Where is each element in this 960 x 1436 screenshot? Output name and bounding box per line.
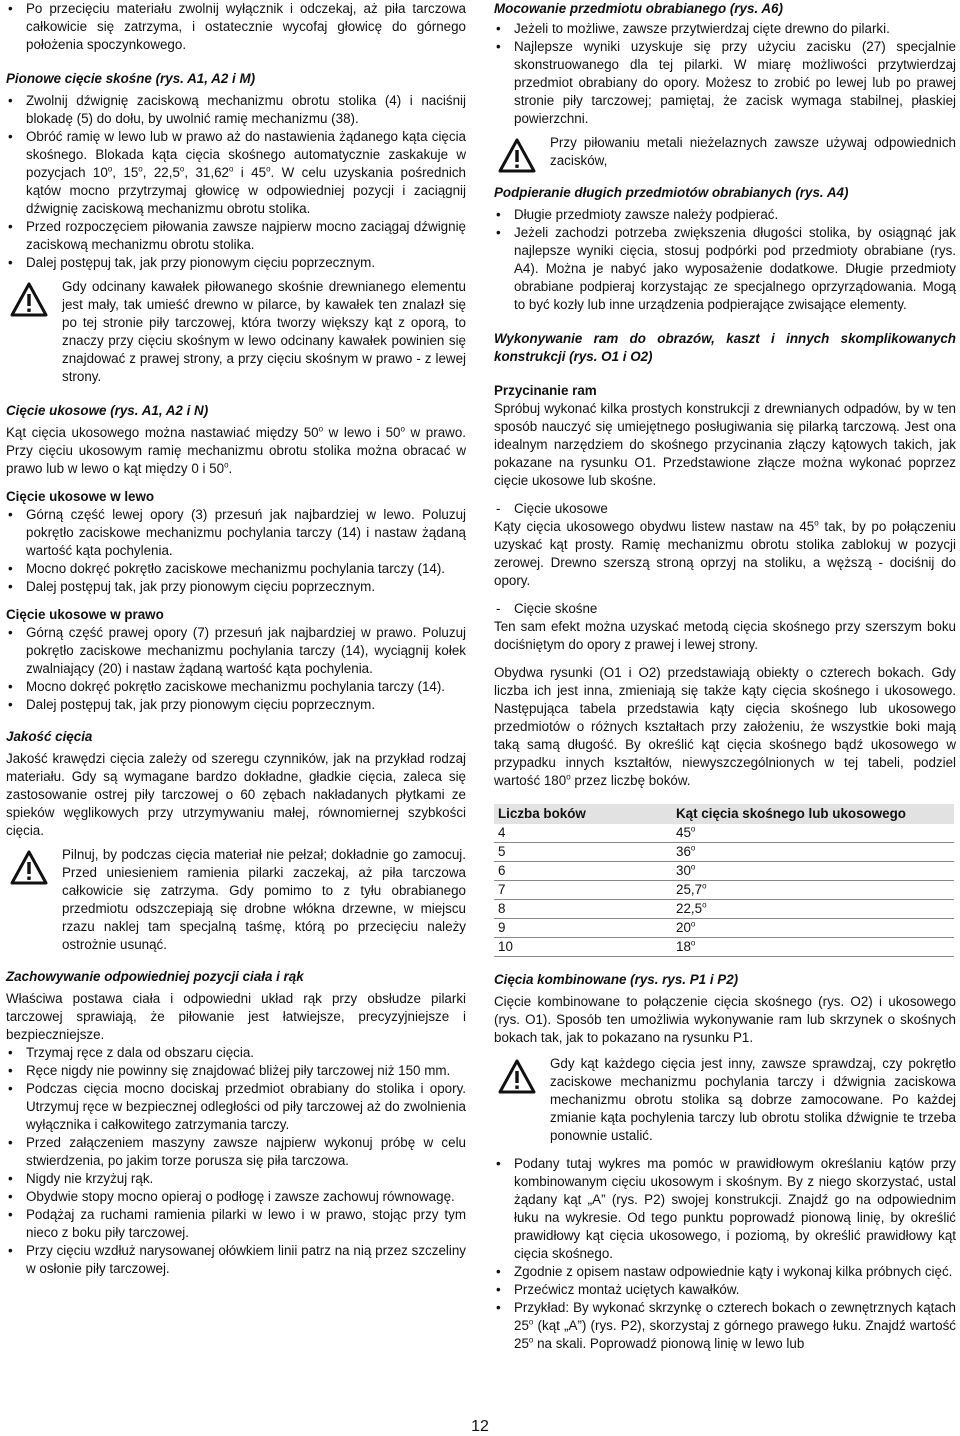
angle-cell: 18$^o$ xyxy=(672,938,954,957)
warning-non-ferrous xyxy=(494,134,956,174)
long-workpiece-heading: Podpieranie długich przedmiotów obrabianych (rys. A4) xyxy=(494,185,849,200)
angle-cell: 22,5$^o$ xyxy=(672,900,954,919)
miter-left-step-1: • Górną część lewej opory (3) przesuń jak najbardziej w lewo. Poluzuj pokrętło zaciskowe mechanizmu pochylania tarczy (14) i nastaw żądaną wartość kąta pochylenia. xyxy=(6,506,466,560)
warning-icon xyxy=(10,850,48,886)
posture-item: • Nigdy nie krzyżuj rąk. xyxy=(6,1170,466,1188)
table-header-row xyxy=(494,804,954,824)
angle-cell: 25,7$^o$ xyxy=(672,881,954,900)
vertical-bevel-step-4: • Dalej postępuj tak, jak przy pionowym cięciu poprzecznym. xyxy=(6,254,466,272)
combined-paragraph: Cięcie kombinowane to połączenie cięcia skośnego (rys. O2) i ukosowego (rys. O1). Sposób ten umożliwia wykonywanie ram lub skrzynek o skośnych bokach tak, jak to pokazano na rysunku P1. xyxy=(494,994,956,1045)
page-number: 12 xyxy=(471,1418,489,1435)
long-step-1: • Długie przedmioty zawsze należy podpierać. xyxy=(494,206,956,224)
table-header-angle: Kąt cięcia skośnego lub ukosowego xyxy=(672,804,954,824)
miter-left-step-2: • Mocno dokręć pokrętło zaciskowe mechanizmu pochylania tarczy (14). xyxy=(6,560,466,578)
miter-left-step-3: • Dalej postępuj tak, jak przy pionowym cięciu poprzecznym. xyxy=(6,578,466,596)
warning-text: Pilnuj, by podczas cięcia materiał nie pełzał; dokładnie go zamocuj. Przed uniesieniem ramienia pilarki zaczekaj, aż piła tarczowa całkowicie się zatrzyma. Gdy pomimo to z tyłu obrabianego przedmiotu odszczepiają się drobne włókna drzewne, w miejscu rzazu naklej tam specjalną taśmę, którą po przecięciu należy ostrożnie usunąć. xyxy=(62,847,466,952)
sides-cell: 5 xyxy=(494,843,672,862)
posture-item: • Przy cięciu wzdłuż narysowanej ołówkiem linii patrz na nią przez szczeliny w osłonie piły tarczowej. xyxy=(6,1242,466,1278)
warning-text: Gdy odcinany kawałek piłowanego skośnie drewnianego elementu jest mały, tak umieść drewno w pilarce, by kawałek ten znalazł się po tej stronie piły tarczowej, która tworzy większy kąt z oporą, to znaczy przy cięciu skośnym w lewo odcinany kawałek powinien się znajdować z prawej strony, a przy cięciu skośnym w prawo - z lewej strony. xyxy=(62,279,466,384)
sides-cell: 4 xyxy=(494,824,672,843)
left-column xyxy=(6,0,466,1278)
miter-cut-label: - Cięcie ukosowe xyxy=(494,500,956,518)
miter-paragraph: Kąt cięcia ukosowego można nastawiać między 50$^o$ w lewo i 50$^o$ w prawo. Przy cięciu ukosowym ramię mechanizmu obrotu stolika można obracać w prawo lub w lewo o kąt między 0 i 50$^o$. xyxy=(6,424,466,476)
miter-right-heading: Cięcie ukosowe w prawo xyxy=(6,607,164,622)
angle-cell: 30$^o$ xyxy=(672,862,954,881)
warning-small-offcut xyxy=(6,278,466,386)
miter-left-heading: Cięcie ukosowe w lewo xyxy=(6,489,155,504)
miter-right-step-3: • Dalej postępuj tak, jak przy pionowym cięciu poprzecznym. xyxy=(6,696,466,714)
fixing-step-1: • Jeżeli to możliwe, zawsze przytwierdzaj cięte drewno do pilarki. xyxy=(494,20,956,38)
angles-table xyxy=(494,804,954,957)
sides-cell: 8 xyxy=(494,900,672,919)
miter-cut-paragraph: Kąty cięcia ukosowego obydwu listew nastaw na 45$^o$ tak, by po połączeniu uzyskać kąt prosty. Ramię mechanizmu obrotu stolika zablokuj w pozycji zerowej. Drewno szerszą stroną oprzyj na stoliku, a węższą - dociśnij do opory. xyxy=(494,518,957,588)
warning-recheck-locks xyxy=(494,1055,956,1145)
quality-paragraph: Jakość krawędzi cięcia zależy od szeregu czynników, jak na przykład rodzaj materiału. Gdy są wymagane bardzo dokładne, gładkie cięcia, zaleca się zastosowanie ostrej piły tarczowej o 60 zębach nakładanych płytkami ze spieków węglikowych przy utrzymywaniu małej, równomiernej szybkości cięcia. xyxy=(6,751,466,838)
quality-heading: Jakość cięcia xyxy=(6,729,93,744)
vertical-bevel-step-3: • Przed rozpoczęciem piłowania zawsze najpierw mocno zaciągaj dźwignię zaciskową mechanizmu obrotu stolika. xyxy=(6,218,466,254)
vertical-bevel-step-2: • Obróć ramię w lewo lub w prawo aż do nastawienia żądanego kąta cięcia skośnego. Blokada kąta cięcia skośnego automatycznie zaskakuje w pozycjach 10$^o$, 15$^o$, 22,5$^o$, 31,62$^o$ i 45$^o$. W celu uzyskania pośrednich kątów mocno przytrzymaj głowicę w odpowiedniej pozycji i zaciągnij dźwignię zaciskową mechanizmu obrotu stolika. xyxy=(6,128,466,218)
warning-icon xyxy=(10,282,48,318)
table-row xyxy=(494,900,954,919)
posture-item: • Podczas cięcia mocno dociskaj przedmiot obrabiany do stolika i opory. Utrzymuj ręce w bezpiecznej odległości od piły tarczowej aż do zwolnienia wyłącznika i całkowitego zatrzymania tarczy. xyxy=(6,1080,466,1134)
table-row xyxy=(494,881,954,900)
warning-text: Gdy kąt każdego cięcia jest inny, zawsze sprawdzaj, czy pokrętło zaciskowe mechanizmu pochylania tarczy i dźwignia zaciskowa mechanizmu obrotu stolika są dobrze zamocowane. Po każdej zmianie kąta pochylenia tarczy lub obrotu stolika dźwignie te trzeba ponownie ustalić. xyxy=(550,1056,956,1143)
miter-right-step-2: • Mocno dokręć pokrętło zaciskowe mechanizmu pochylania tarczy (14). xyxy=(6,678,466,696)
warning-icon xyxy=(498,138,536,174)
angle-cell: 45$^o$ xyxy=(672,824,954,843)
angle-cell: 20$^o$ xyxy=(672,919,954,938)
combined-step-2: • Zgodnie z opisem nastaw odpowiednie kąty i wykonaj kilka próbnych cięć. xyxy=(494,1263,956,1281)
warning-text: Przy piłowaniu metali nieżelaznych zawsze używaj odpowiednich zacisków, xyxy=(550,135,956,168)
intro-bullet: • Po przecięciu materiału zwolnij wyłącznik i odczekaj, aż piła tarczowa całkowicie się zatrzyma, i ostatecznie wycofaj głowicę do górnego położenia spoczynkowego. xyxy=(6,0,466,54)
posture-item: • Podążaj za ruchami ramienia pilarki w lewo i w prawo, stojąc przy tym nieco z boku piły tarczowej. xyxy=(6,1206,466,1242)
posture-item: • Obydwie stopy mocno opieraj o podłogę i zawsze zachowuj równowagę. xyxy=(6,1188,466,1206)
sides-cell: 10 xyxy=(494,938,672,957)
right-column xyxy=(494,0,956,1353)
sides-cell: 7 xyxy=(494,881,672,900)
trial-paragraph: Spróbuj wykonać kilka prostych konstrukcji z drewnianych odpadów, by w ten sposób nauczyć się umiejętnego posługiwania się pilarką tarczową. Jest ona idealnym narzędziem do skośnego przycinania złączy kątowych takich, jak pokazane na rysunku O1. Przedstawione złącze można wykonać poprzez cięcie ukosowe lub skośne. xyxy=(494,401,956,488)
angle-cell: 36$^o$ xyxy=(672,843,954,862)
combined-step-1: • Podany tutaj wykres ma pomóc w prawidłowym określaniu kątów przy kombinowanym cięciu ukosowym i skośnym. By z niego skorzystać, ustal żądany kąt „A” (rys. P2) swojej konstrukcji. Znajdź go na odpowiednim łuku na wykresie. Od tego punktu poprowadź pionową linię, by określić prawidłowy kąt cięcia ukosowego, i poziomą, by określić prawidłowy kąt cięcia skośnego. xyxy=(494,1155,956,1263)
fixing-heading: Mocowanie przedmiotu obrabianego (rys. A6) xyxy=(494,1,783,16)
vertical-bevel-step-1: • Zwolnij dźwignię zaciskową mechanizmu obrotu stolika (4) i naciśnij blokadę (5) do dołu, by uwolnić ramię mechanizmu (38). xyxy=(6,92,466,128)
table-row xyxy=(494,938,954,957)
combined-step-3: • Przećwicz montaż uciętych kawałków. xyxy=(494,1281,956,1299)
long-step-2: • Jeżeli zachodzi potrzeba zwiększenia długości stolika, by osiągnąć jak najlepsze wyniki cięcia, stosuj podpórki pod przedmioty obrabiane (rys. A4). Można je nabyć jako wyposażenie dodatkowe. Długie przedmioty obrabiane podpieraj korzystając ze specjalnego oprzyrządowania. Mogą to być kozły lub inne urządzenia podpierające zwisające elementy. xyxy=(494,224,956,314)
table-row xyxy=(494,862,954,881)
bevel-cut-label: - Cięcie skośne xyxy=(494,600,956,618)
frames-heading: Wykonywanie ram do obrazów, kaszt i innych skomplikowanych konstrukcji (rys. O1 i O2) xyxy=(494,331,956,364)
vertical-bevel-heading: Pionowe cięcie skośne (rys. A1, A2 i M) xyxy=(6,71,256,86)
table-row xyxy=(494,824,954,843)
sides-cell: 6 xyxy=(494,862,672,881)
table-row xyxy=(494,843,954,862)
warning-workpiece-creep xyxy=(6,846,466,954)
shapes-paragraph: Obydwa rysunki (O1 i O2) przedstawiają obiekty o czterech bokach. Gdy liczba ich jest inna, zmieniają się także kąty cięcia skośnego i ukosowego. Następująca tabela przedstawia kąty cięcia skośnego lub ukosowego przedmiotów o różnych kształtach przy założeniu, że wszystkie boki mają taką samą długość. By określić kąt cięcia skośnego bądź ukosowego w przypadku innych kształtów, niewyszczególnionych w tej tabeli, podziel wartość 180$^o$ przez liczbę boków. xyxy=(494,665,956,788)
bevel-cut-paragraph: Ten sam efekt można uzyskać metodą cięcia skośnego przy szerszym boku dociśniętym do opory z prawej i lewej strony. xyxy=(494,619,956,652)
posture-item: • Przed załączeniem maszyny zawsze najpierw wykonuj próbę w celu stwierdzenia, po jakim torze porusza się piła tarczowa. xyxy=(6,1134,466,1170)
table-header-sides: Liczba boków xyxy=(494,804,672,824)
posture-item: • Ręce nigdy nie powinny się znajdować bliżej piły tarczowej niż 150 mm. xyxy=(6,1062,466,1080)
combined-heading: Cięcia kombinowane (rys. rys. P1 i P2) xyxy=(494,972,739,987)
posture-item: • Trzymaj ręce z dala od obszaru cięcia. xyxy=(6,1044,466,1062)
sides-cell: 9 xyxy=(494,919,672,938)
table-row xyxy=(494,919,954,938)
combined-step-4: • Przykład: By wykonać skrzynkę o czterech bokach o zewnętrznych kątach 25$^o$ (kąt „A”) (rys. P2), skorzystaj z górnego prawego łuku. Znajdź wartość 25$^o$ na skali. Poprowadź pionową linię w lewo lub xyxy=(494,1299,956,1353)
posture-heading: Zachowywanie odpowiedniej pozycji ciała i rąk xyxy=(6,969,304,984)
trial-heading: Przycinanie ram xyxy=(494,383,597,398)
miter-heading: Cięcie ukosowe (rys. A1, A2 i N) xyxy=(6,403,209,418)
warning-icon xyxy=(498,1059,536,1095)
miter-right-step-1: • Górną część prawej opory (7) przesuń jak najbardziej w prawo. Poluzuj pokrętło zaciskowe mechanizmu pochylania tarczy (14), wyciągnij kołek zwalniający (20) i nastaw żądaną wartość kąta pochylenia. xyxy=(6,624,466,678)
posture-paragraph: Właściwa postawa ciała i odpowiedni układ rąk przy obsłudze pilarki tarczowej sprawiają, że piłowanie jest łatwiejsze, precyzyjniejsze i bezpieczniejsze. xyxy=(6,991,466,1042)
fixing-step-2: • Najlepsze wyniki uzyskuje się przy użyciu zacisku (27) specjalnie skonstruowanego dla tej pilarki. W miarę możliwości przytwierdzaj przedmiot obrabiany do opory. Możesz to zrobić po lewej lub po prawej stronie piły tarczowej; pamiętaj, że zacisk wymaga stabilnej, płaskiej powierzchni. xyxy=(494,38,956,128)
